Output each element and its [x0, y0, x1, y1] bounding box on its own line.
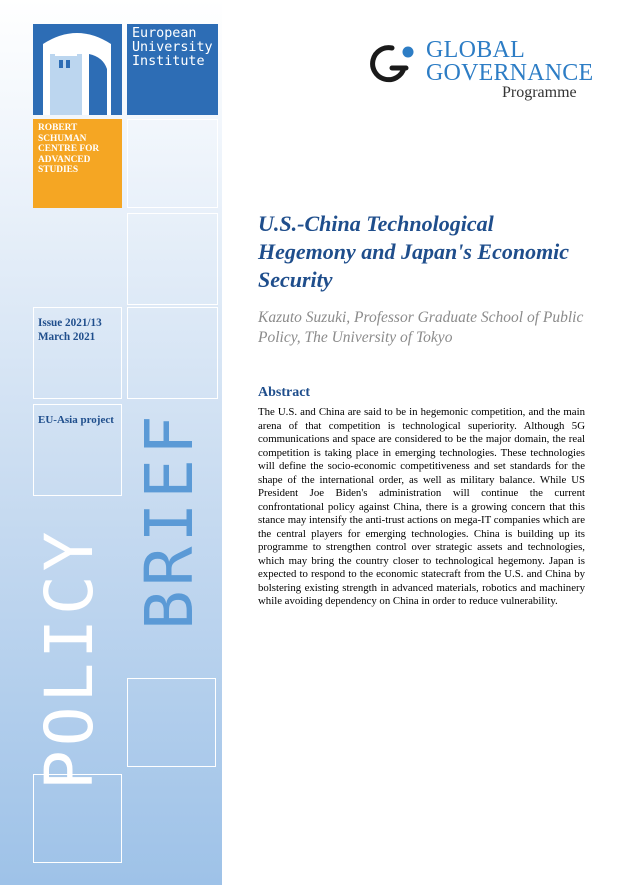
issue-number: Issue 2021/13: [38, 317, 102, 329]
eui-building-icon: [33, 24, 122, 115]
gg-global: GLOBAL: [426, 37, 526, 63]
sidebar-grid-box: [127, 213, 218, 305]
abstract-heading: Abstract: [258, 385, 311, 400]
author-line: Kazuto Suzuki, Professor Graduate School of Public Policy, The University of Tokyo: [258, 309, 584, 346]
policy-vertical-text: POLICY: [31, 527, 108, 790]
project-name: EU-Asia project: [38, 414, 114, 426]
brief-vertical-text: BRIEF: [131, 411, 208, 630]
centre-name: ROBERT SCHUMAN CENTRE FOR ADVANCED STUDIES: [33, 119, 122, 208]
global-governance-logo: [362, 38, 592, 102]
abstract-body: The U.S. and China are said to be in hegemonic competition, and the main arena of that competition is technological superiority. Although 5G communications and space are considered to be the major domain, the real competition is taking place in emerging technologies. These technologies will define the socio-economic competitiveness and set standards for the shape of the international order, as well as military balance. While US President Joe Biden's administration will continue the current confrontational policy against China, there is a growing concern that this stance may intensify the anti-trust actions on mega-IT companies which are the central players for emerging technologies. China is building up its programme to strengthen control over strategic assets and technologies, which may bring the country closer to technological hegemony. Japan is expected to respond to the economic statecraft from the U.S. and China by bolstering existing strength in advanced materials, robotics and machinery while avoiding dependency on China in order to reduce vulnerability.: [258, 406, 585, 607]
page-title: U.S.-China Technological Hegemony and Japan's Economic Security: [258, 211, 570, 292]
sidebar-grid-box: [127, 678, 216, 767]
sidebar-grid-box: [127, 307, 218, 399]
gg-governance: GOVERNANCE: [426, 60, 594, 86]
eui-logo: [33, 24, 122, 115]
sidebar-grid-box: [127, 119, 218, 208]
issue-date: March 2021: [38, 331, 96, 343]
globe-swirl-icon: [362, 38, 424, 88]
institute-name: European University Institute: [127, 24, 218, 115]
gg-programme: Programme: [502, 84, 577, 101]
issue-info: [38, 316, 102, 344]
